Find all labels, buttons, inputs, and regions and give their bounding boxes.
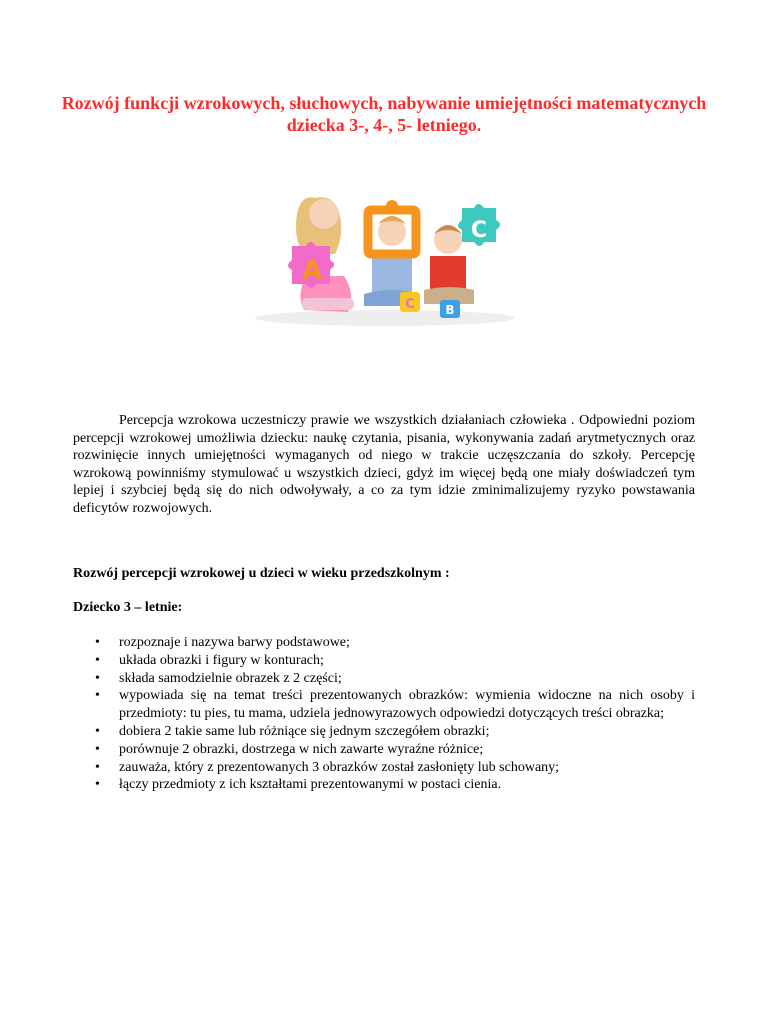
list-item: • wypowiada się na temat treści prezentowanych obrazków: wymienia widoczne na nich osoby i przedmioty: tu pies, tu mama, udziela jednowyrazowych odpowiedzi dotyczących treści obrazka; xyxy=(73,687,695,723)
document-title: Rozwój funkcji wzrokowych, słuchowych, nabywanie umiejętności matematycznych dziecka 3-, 4-, 5- letniego. xyxy=(61,93,707,135)
puzzle-piece-c xyxy=(400,292,420,312)
puzzle-letter: C xyxy=(470,218,488,243)
puzzle-letter: B xyxy=(445,303,455,317)
section-heading: Rozwój percepcji wzrokowej u dzieci w wieku przedszkolnym : xyxy=(73,566,450,581)
list-item: • rozpoznaje i nazywa barwy podstawowe; xyxy=(73,634,695,652)
puzzle-piece-b xyxy=(440,300,460,318)
age-subheading: Dziecko 3 – letnie: xyxy=(73,600,183,615)
children-with-letter-puzzles-icon xyxy=(240,158,530,330)
skills-list xyxy=(73,634,695,794)
puzzle-piece-teal xyxy=(458,204,500,246)
list-item: • składa samodzielnie obrazek z 2 części; xyxy=(73,670,695,688)
puzzle-letter: A xyxy=(301,256,323,286)
list-item: • łączy przedmioty z ich kształtami prezentowanymi w postaci cienia. xyxy=(73,776,695,794)
hero-image xyxy=(240,158,530,330)
list-item: • zauważa, który z prezentowanych 3 obrazków został zasłonięty lub schowany; xyxy=(73,759,695,777)
list-item: • dobiera 2 takie same lub różniące się jednym szczegółem obrazki; xyxy=(73,723,695,741)
intro-paragraph: Percepcja wzrokowa uczestniczy prawie we wszystkich działaniach człowieka . Odpowiedni poziom percepcji wzrokowej umożliwia dziecku: naukę czytania, pisania, wykonywania zadań arytmetycznych oraz rozwinięcie innych umiejętności wymaganych od niego w trakcie uczęszczania do szkoły. Percepcję wzrokową powinniśmy stymulować u wszystkich dzieci, gdyż im więcej będą one miały doświadczeń tym lepiej i szybciej będą się do nich odwoływały, a co za tym idzie zminimalizujemy ryzyko powstawania deficytów rozwojowych. xyxy=(73,413,695,516)
puzzle-piece-a xyxy=(288,242,334,288)
list-item: • układa obrazki i figury w konturach; xyxy=(73,652,695,670)
list-item: • porównuje 2 obrazki, dostrzega w nich zawarte wyraźne różnice; xyxy=(73,741,695,759)
puzzle-letter: C xyxy=(405,297,415,312)
